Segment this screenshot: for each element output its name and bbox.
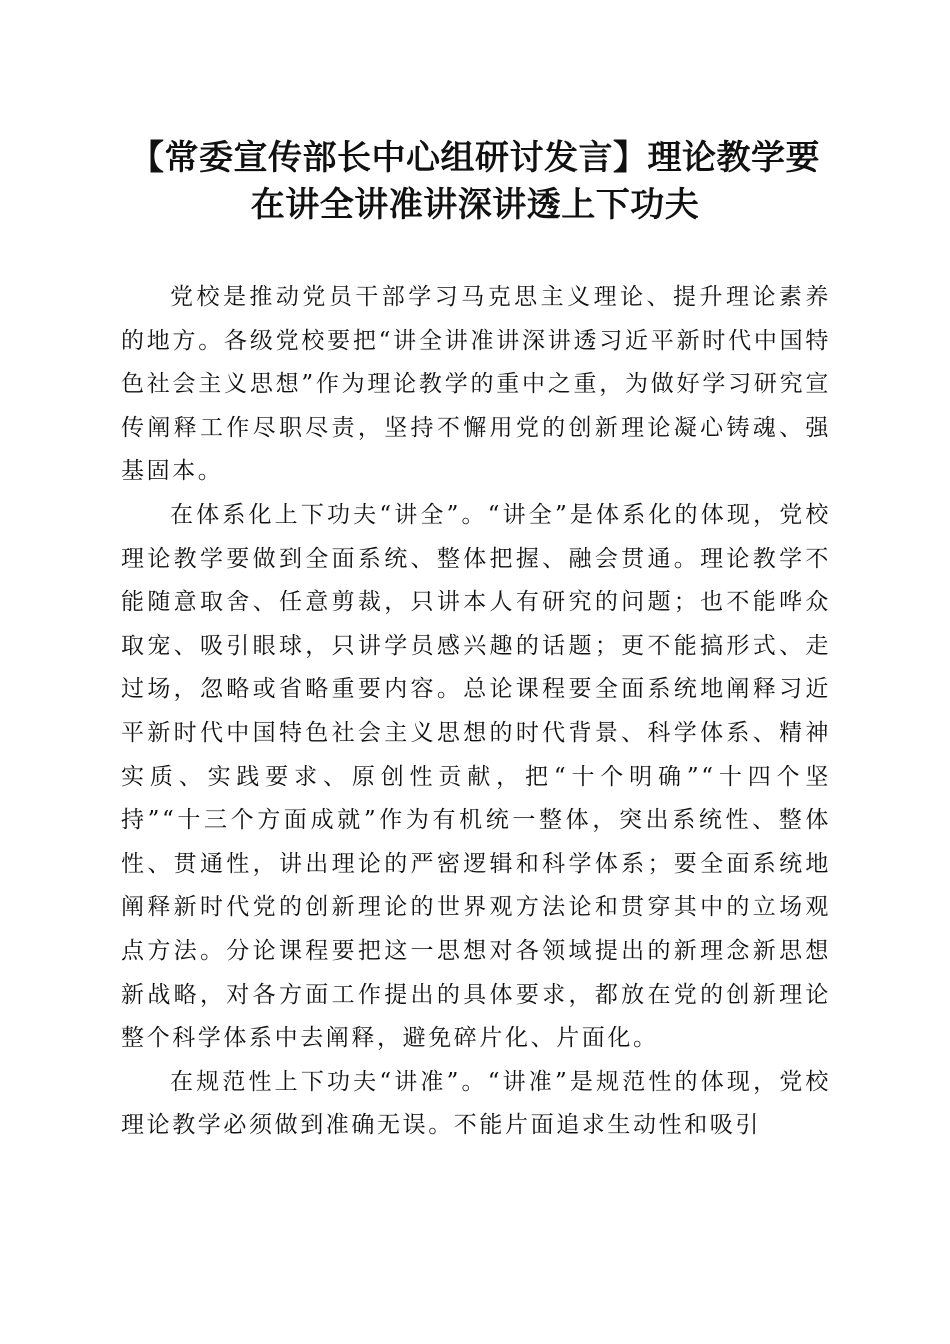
title-line-2: 在讲全讲准讲深讲透上下功夫 [250, 185, 700, 225]
document-title [100, 135, 850, 229]
paragraph-jiangzhun: 在规范性上下功夫“讲准”。“讲准”是规范性的体现，党校理论教学必须做到准确无误。不能片面追求生动性和吸引 [121, 1068, 831, 1139]
title-line-1: 【常委宣传部长中心组研讨发言】理论教学要 [130, 138, 820, 178]
document-body [121, 276, 831, 1148]
paragraph-intro: 党校是推动党员干部学习马克思主义理论、提升理论素养的地方。各级党校要把“讲全讲准讲深讲透习近平新时代中国特色社会主义思想”作为理论教学的重中之重，为做好学习研究宣传阐释工作尽职尽责，坚持不懈用党的创新理论凝心铸魂、强基固本。 [121, 284, 831, 485]
paragraph-jiangquan: 在体系化上下功夫“讲全”。“讲全”是体系化的体现，党校理论教学要做到全面系统、整体把握、融会贯通。理论教学不能随意取舍、任意剪裁，只讲本人有研究的问题；也不能哗众取宠、吸引眼球，只讲学员感兴趣的话题；更不能搞形式、走过场，忽略或省略重要内容。总论课程要全面系统地阐释习近平新时代中国特色社会主义思想的时代背景、科学体系、精神实质、实践要求、原创性贡献，把“十个明确”“十四个坚持”“十三个方面成就”作为有机统一整体，突出系统性、整体性、贯通性，讲出理论的严密逻辑和科学体系；要全面系统地阐释新时代党的创新理论的世界观方法论和贯穿其中的立场观点方法。分论课程要把这一思想对各领域提出的新理念新思想新战略，对各方面工作提出的具体要求，都放在党的创新理论整个科学体系中去阐释，避免碎片化、片面化。 [121, 501, 831, 1052]
